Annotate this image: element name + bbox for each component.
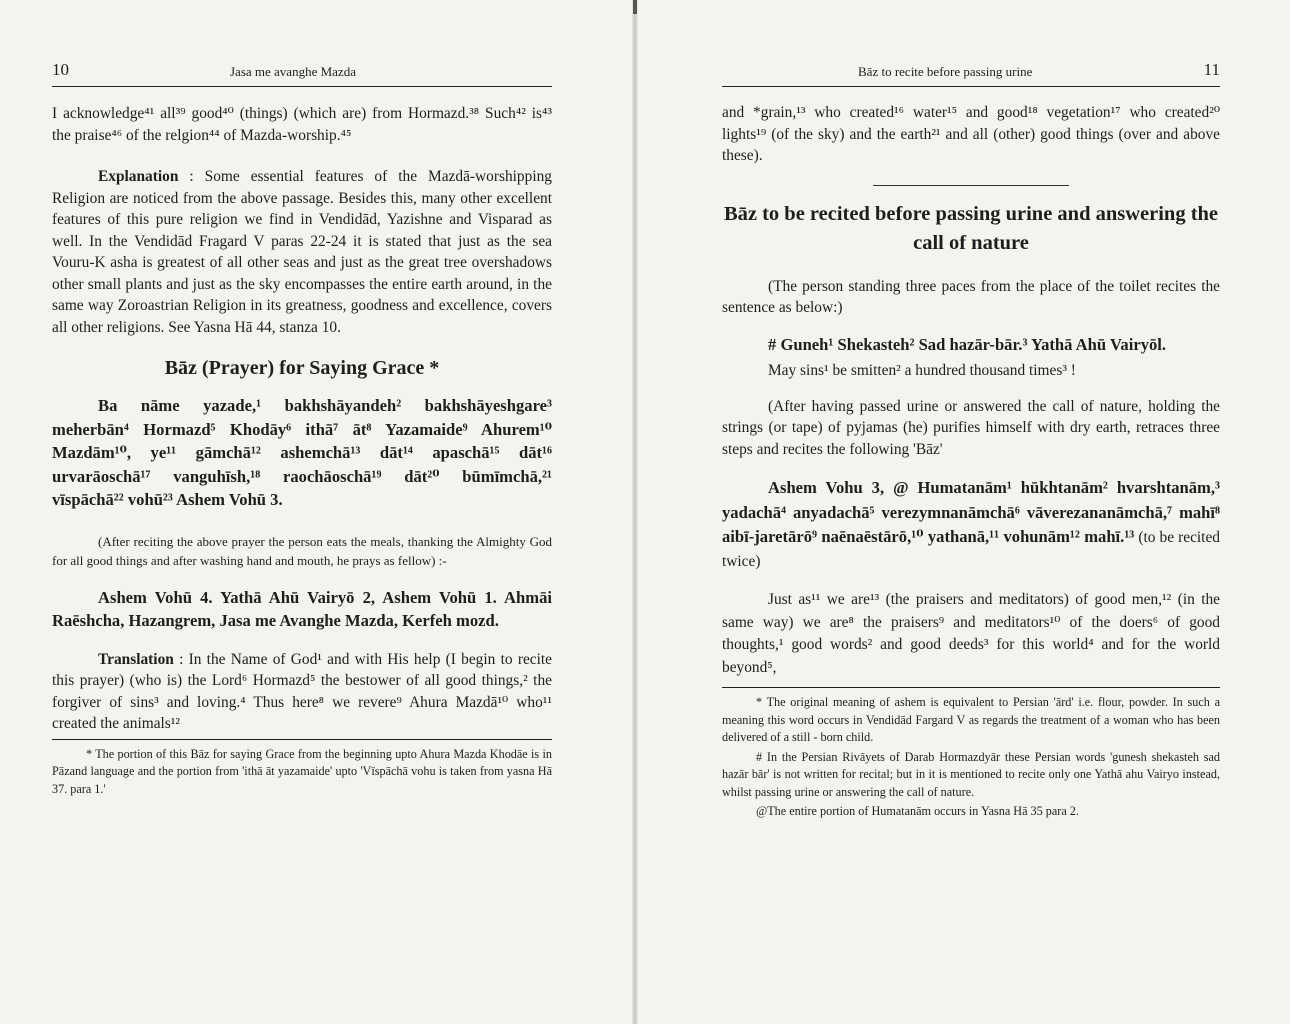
guneh-prayer: # Guneh¹ Shekasteh² Sad hazār-bār.³ Yathā Ahū Vairyōl. <box>768 334 1167 354</box>
footnote-humatanam: @The entire portion of Humatanām occurs in Yasna Hā 35 para 2. <box>756 804 1079 818</box>
gutter-mark <box>633 0 637 14</box>
left-page-header <box>52 60 552 87</box>
recite-twice-note: (to be recited twice) <box>722 529 1220 570</box>
footnote-left: * The portion of this Bāz for saying Grace from the beginning upto Ahura Mazda Khodāe is in Pāzand language and the portion from 'ithā āt yazamaide' upto 'Vīspāchā vohu is taken from yasna Hā 37. para 1.' <box>52 746 552 796</box>
translation-label: Translation <box>98 650 174 668</box>
translation-text: : In the Name of God¹ and with His help (I begin to recite this prayer) (who is) the Lord⁶ Hormazd⁵ the bestower of all good things,² the forgiver of sins³ and loving.⁴ Thus here⁸ we revere⁹ Ahura Mazdā¹⁰ who¹¹ created the animals¹² <box>52 650 552 732</box>
right-page-header <box>722 60 1220 87</box>
meal-instruction: (After reciting the above prayer the person eats the meals, thanking the Almighty God for all good things and after washing hand and mouth, he prays as fellow) :- <box>52 533 552 568</box>
left-page <box>52 0 552 1024</box>
after-meal-prayer: Ashem Vohū 4. Yathā Ahū Vairyō 2, Ashem Vohū 1. Ahmāi Raēshcha, Hazangrem, Jasa me Avanghe Mazda, Kerfeh mozd. <box>52 587 552 630</box>
page-number-left: 10 <box>52 60 69 79</box>
running-head-left: Jasa me avanghe Mazda <box>230 64 356 79</box>
guneh-translation: May sins¹ be smitten² a hundred thousand times³ ! <box>768 362 1076 379</box>
right-page-body <box>722 102 1220 821</box>
left-para-1: I acknowledge⁴¹ all³⁹ good⁴⁰ (things) (which are) from Hormazd.³⁸ Such⁴² is⁴³ the praise⁴⁶ of the relgion⁴⁴ of Mazda-worship.⁴⁵ <box>52 105 552 144</box>
running-head-right: Bāz to recite before passing urine <box>858 64 1033 79</box>
standing-instruction: (The person standing three paces from the place of the toilet recites the sentence as below:) <box>722 277 1220 316</box>
footnote-rivayets: # In the Persian Rivāyets of Darab Hormazdyār these Persian words 'gunesh shekasteh sad hazār bār' is not written for recital; but in it is mentioned to recite only one Yathā ahu Vairyo instead, whilst passing urine or answering the call of nature. <box>722 749 1220 799</box>
translation-paragraph <box>52 649 552 735</box>
section-divider <box>873 185 1069 186</box>
book-gutter <box>632 0 638 1024</box>
urine-baz-heading: Bāz to be recited before passing urine and answering the call of nature <box>723 202 1219 254</box>
humatanam-translation: Just as¹¹ we are¹³ (the praisers and meditators) of good men,¹² (in the same way) we are⁸ the praisers⁹ and meditators¹⁰ of the doers⁶ of good thoughts,¹ good words² and good deeds³ for this world⁴ and for the world beyond⁵, <box>722 591 1220 676</box>
after-instruction: (After having passed urine or answered the call of nature, holding the strings (or tape) of pyjamas (he) purifies himself with dry earth, retraces three steps and recites the following 'Bāz' <box>722 397 1220 458</box>
grace-prayer: Ba nāme yazade,¹ bakhshāyandeh² bakhshāyeshgare³ meherbān⁴ Hormazd⁵ Khodāy⁶ ithā⁷ āt⁸ Yazamaide⁹ Ahurem¹⁰ Mazdām¹⁰, ye¹¹ gāmchā¹² ashemchā¹³ dāt¹⁴ apaschā¹⁵ dāt¹⁶ urvarāoschā¹⁷ vanguhīsh,¹⁸ raochāoschā¹⁹ dāt²⁰ būmīmchā,²¹ vīspāchā²² vohū²³ Ashem Vohū 3. <box>52 396 552 509</box>
right-page <box>722 0 1220 1024</box>
humatanam-prayer: Ashem Vohu 3, @ Humatanām¹ hūkhtanām² hvarshtanām,³ yadachā⁴ anyadachā⁵ verezymnanāmchā⁶ vāverezananāmchā,⁷ mahī⁸ aibī-jaretārō⁹ naēnaēstārō,¹⁰ yathanā,¹¹ vohunām¹² mahī.¹³ <box>722 478 1220 546</box>
explanation-paragraph <box>52 166 552 338</box>
explanation-label: Explanation <box>98 168 179 185</box>
left-page-body <box>52 103 552 798</box>
grace-heading: Bāz (Prayer) for Saying Grace * <box>164 357 440 379</box>
right-para-1: and *grain,¹³ who created¹⁶ water¹⁵ and good¹⁸ vegetation¹⁷ who created²⁰ lights¹⁹ (of the sky) and the earth²¹ and all (other) good things (over and above these). <box>722 104 1220 164</box>
footnote-rule-right <box>722 687 1220 688</box>
humatanam-prayer-paragraph <box>722 476 1220 573</box>
footnote-ashem: * The original meaning of ashem is equivalent to Persian 'ārd' i.e. flour, powder. In such a meaning this word occurs in Vendidād Fargard V as regards the treatment of a woman who has been delivered of a still - born child. <box>722 695 1220 744</box>
footnote-rule-left <box>52 739 552 740</box>
explanation-text: : Some essential features of the Mazdā-worshipping Religion are noticed from the above passage. Besides this, many other excellent features of this pure religion we find in Vendidād, Yazishne and Visparad as well. In the Vendidād Fragard V paras 22-24 it is stated that just as the sea Vouru-K asha is greatest of all other seas and just as the great tree overshadows other small plants and just as the sky encompasses the entire earth around, in the same way Zoroastrian Religion in its greatness, goodness and excellence, covers all other religions. See Yasna Hā 44, stanza 10. <box>52 168 552 336</box>
page-number-right: 11 <box>1203 60 1220 79</box>
